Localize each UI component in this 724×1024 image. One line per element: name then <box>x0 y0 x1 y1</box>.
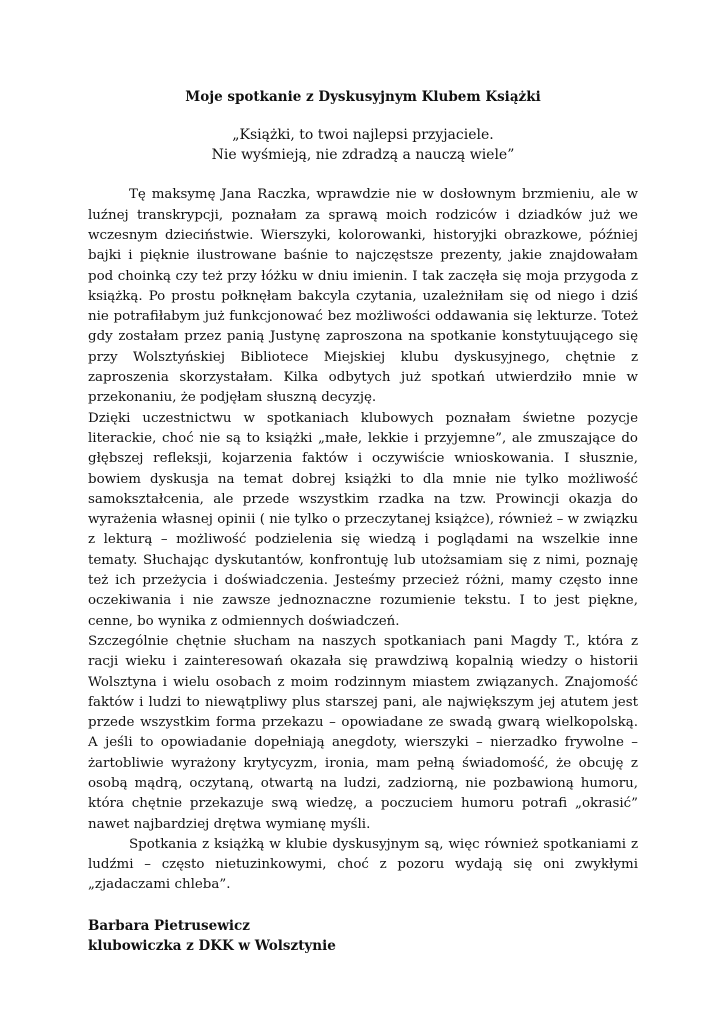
paragraph: Spotkania z książką w klubie dyskusyjnym są, więc również spotkaniami z ludźmi – często nietuzinkowymi, choć z pozoru wydają się oni zwykłymi „zjadaczami chleba”. <box>88 836 638 893</box>
paragraph: Dzięki uczestnictwu w spotkaniach klubowych poznałam świetne pozycje literackie, choć nie są to książki „małe, lekkie i przyjemne”, ale zmuszające do głębszej refleksji, kojarzenia faktów i oczywiście wnioskowania. I słusznie, bowiem dyskusja na temat dobrej książki to dla mnie nie tylko możliwość samokształcenia, ale przede wszystkim rzadka na tzw. Prowincji okazja do wyrażenia własnej opinii ( nie tylko o przeczytanej książce), również – w związku z lekturą – możliwość podzielenia się wiedzą i poglądami na wszelkie inne tematy. Słuchając dyskutantów, konfrontuję lub utożsamiam się z nimi, poznaję też ich przeżycia i doświadczenia. Jesteśmy przecież różni, mamy często inne oczekiwania i nie zawsze jednoznaczne rozumienie tekstu. I to jest piękne, cenne, bo wynika z odmiennych doświadczeń. <box>88 410 638 629</box>
document-page <box>88 88 638 956</box>
author-name: Barbara Pietrusewicz <box>88 917 250 934</box>
document-title: Moje spotkanie z Dyskusyjnym Klubem Książki <box>185 89 541 105</box>
signature-block <box>88 916 638 956</box>
quote-line: „Książki, to twoi najlepsi przyjaciele. <box>232 126 494 143</box>
paragraph: Szczególnie chętnie słucham na naszych spotkaniach pani Magdy T., która z racji wieku i zainteresowań okazała się prawdziwą kopalnią wiedzy o historii Wolsztyna i wielu osobach z moim rodzinnym miastem związanych. Znajomość faktów i ludzi to niewątpliwy plus starszej pani, ale największym jej atutem jest przede wszystkim forma przekazu – opowiadane ze swadą gwarą wielkopolską. A jeśli to opowiadanie dopełniają anegdoty, wierszyki – nierzadko frywolne – żartobliwie wyrażony krytycyzm, ironia, mam pełną świadomość, że obcuję z osobą mądrą, oczytaną, otwartą na ludzi, zadziorną, nie pozbawioną humoru, która chętnie przekazuje swą wiedzę, a poczuciem humoru potrafi „okrasić” nawet najbardziej drętwa wymianę myśli. <box>88 633 638 832</box>
epigraph-quote <box>88 126 638 166</box>
quote-line: Nie wyśmieją, nie zdradzą a nauczą wiele” <box>211 146 515 163</box>
paragraph: Tę maksymę Jana Raczka, wprawdzie nie w dosłownym brzmieniu, ale w luźnej transkrypcji, poznałam za sprawą moich rodziców i dziadków już we wczesnym dzieciństwie. Wierszyki, kolorowanki, historyjki obrazkowe, później bajki i pięknie ilustrowane baśnie to najczęstsze prezenty, jakie znajdowałam pod choinką czy też przy łóżku w dniu imienin. I tak zaczęła się moja przygoda z książką. Po prostu połknęłam bakcyla czytania, uzależniłam się od niego i dziś nie potrafiłabym już funkcjonować bez możliwości oddawania się lekturze. Toteż gdy zostałam przez panią Justynę zaproszona na spotkanie konstytuującego się przy Wolsztyńskiej Bibliotece Miejskiej klubu dyskusyjnego, chętnie z zaproszenia skorzystałam. Kilka odbytych już spotkań utwierdziło mnie w przekonaniu, że podjęłam słuszną decyzję. <box>88 187 638 406</box>
author-affiliation: klubowiczka z DKK w Wolsztynie <box>88 937 336 954</box>
